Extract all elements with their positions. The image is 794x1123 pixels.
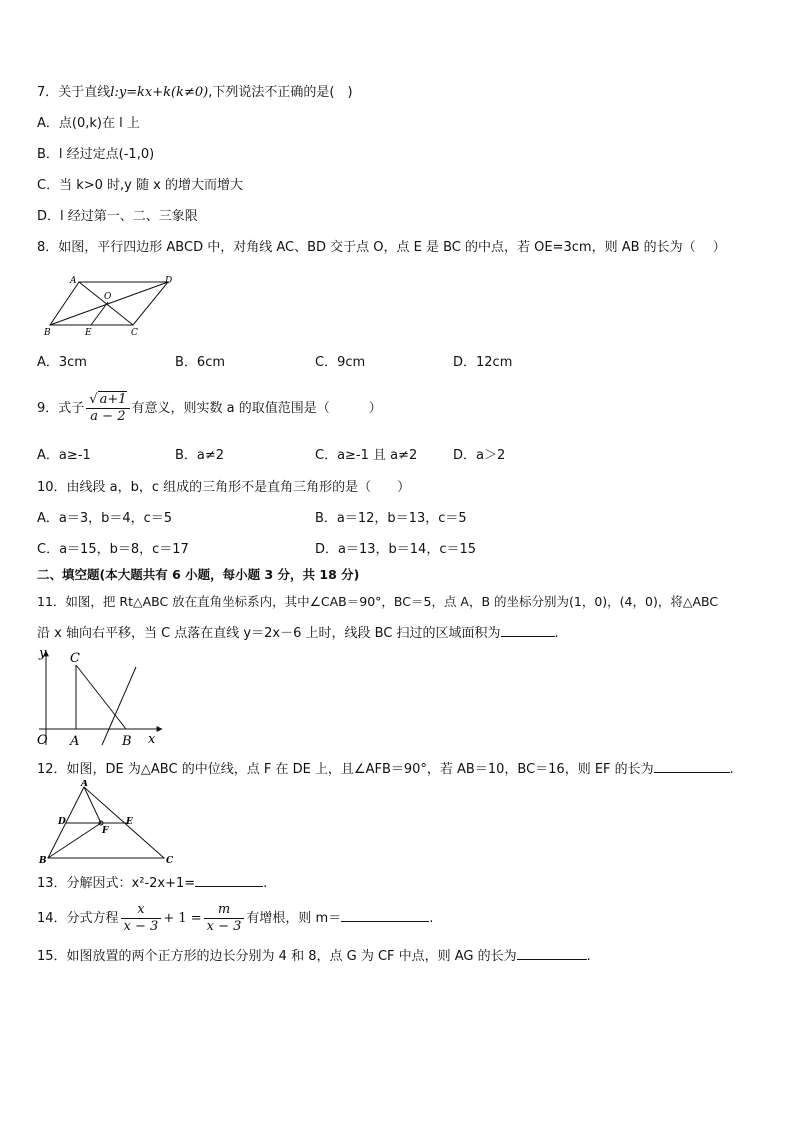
q12-label-b: B: [39, 856, 47, 866]
q14-fraction-1: $\frac{x}{x - 3}$: [121, 902, 162, 935]
q12-label-d: D: [58, 817, 66, 827]
q9-numerator: √ a+1: [86, 392, 129, 409]
q12-label-c: C: [166, 856, 174, 866]
q12-label-a: A: [81, 780, 88, 789]
q14-stem: 14．分式方程 $\frac{x}{x - 3}$ + 1 = $\frac{m}{x - 3}$ 有增根，则 m＝ .: [37, 902, 434, 934]
q7-option-b: B．l 经过定点(-1,0): [37, 147, 155, 162]
q9-fraction: [86, 392, 129, 425]
q9-option-c: C．a≥-1 且 a≠2: [315, 448, 418, 463]
q15-stem: 15．如图放置的两个正方形的边长分别为 4 和 8，点 G 为 CF 中点，则 AG 的长为 .: [37, 949, 591, 964]
q8-label-d: D: [165, 276, 173, 286]
q14-fraction-2: $\frac{m}{x - 3}$: [204, 902, 245, 935]
q10-option-b: B．a＝12，b＝13，c＝5: [315, 511, 467, 526]
q8-label-b: B: [44, 328, 51, 338]
q8-option-a: A．3cm: [37, 355, 87, 370]
q11-stem-line2: 沿 x 轴向右平移，当 C 点落在直线 y＝2x－6 上时，线段 BC 扫过的区域面积为 .: [37, 626, 559, 641]
q8-label-a: A: [70, 276, 77, 286]
q13-answer-blank: [195, 874, 263, 887]
q9-option-d: D．a＞2: [453, 448, 506, 463]
q11-label-c: C: [70, 651, 80, 666]
q11-label-a: A: [70, 734, 80, 749]
q10-option-c: C．a＝15，b＝8，c＝17: [37, 542, 189, 557]
q11-label-o: O: [37, 733, 48, 748]
q12-label-e: E: [126, 817, 133, 827]
q7-option-c: C．当 k>0 时,y 随 x 的增大而增大: [37, 178, 243, 193]
q15-answer-blank: [517, 947, 587, 960]
q7-equation: l:y=kx+k(k≠0): [110, 85, 209, 100]
q12-stem: 12．如图，DE 为△ABC 的中位线，点 F 在 DE 上，且∠AFB＝90°，若 AB＝10，BC＝16，则 EF 的长为 .: [37, 762, 734, 777]
q14-answer-blank: [341, 909, 429, 922]
q8-label-o: O: [104, 292, 112, 302]
q11-label-b: B: [122, 734, 132, 749]
q8-label-e: E: [85, 328, 92, 338]
q9-stem: 9．式子 $\frac{√ a+1}{a - 2}$ 有意义，则实数 a 的取值范围是（ ）: [37, 392, 382, 424]
q8-parallelogram-figure: [42, 273, 182, 339]
q9-denominator: a − 2: [90, 409, 126, 424]
section-2-heading: 二、填空题(本大题共有 6 小题，每小题 3 分，共 18 分): [37, 567, 360, 582]
q12-answer-blank: [654, 760, 730, 773]
q7-option-a: A．点(0,k)在 l 上: [37, 116, 140, 131]
q10-stem: 10．由线段 a，b，c 组成的三角形不是直角三角形的是（ ）: [37, 480, 411, 495]
q8-label-c: C: [131, 328, 138, 338]
q8-option-c: C．9cm: [315, 355, 366, 370]
q8-option-d: D．12cm: [453, 355, 513, 370]
q11-stem-line1: 11．如图，把 Rt△ABC 放在直角坐标系内，其中∠CAB＝90°，BC＝5，点 A，B 的坐标分别为(1，0)，(4，0)，将△ABC: [37, 594, 719, 609]
q10-option-a: A．a＝3，b＝4，c＝5: [37, 511, 173, 526]
q8-option-b: B．6cm: [175, 355, 226, 370]
q13-stem: 13．分解因式：x²-2x+1= .: [37, 876, 268, 891]
q11-label-y: y: [39, 646, 47, 661]
q7-stem: 7．关于直线l:y=kx+k(k≠0),下列说法不正确的是( ): [37, 85, 353, 100]
q12-label-f: F: [102, 826, 109, 836]
q10-option-d: D．a＝13，b＝14，c＝15: [315, 542, 477, 557]
q9-option-a: A．a≥-1: [37, 448, 91, 463]
q12-triangle-figure: [36, 780, 178, 866]
q11-coordinate-figure: [36, 645, 166, 749]
q7-option-d: D．l 经过第一、二、三象限: [37, 209, 198, 224]
q9-option-b: B．a≠2: [175, 448, 225, 463]
q8-stem: 8．如图，平行四边形 ABCD 中，对角线 AC、BD 交于点 O，点 E 是 BC 的中点，若 OE=3cm，则 AB 的长为（ ）: [37, 240, 726, 255]
q11-answer-blank: [501, 624, 555, 637]
q11-label-x: x: [148, 732, 156, 747]
